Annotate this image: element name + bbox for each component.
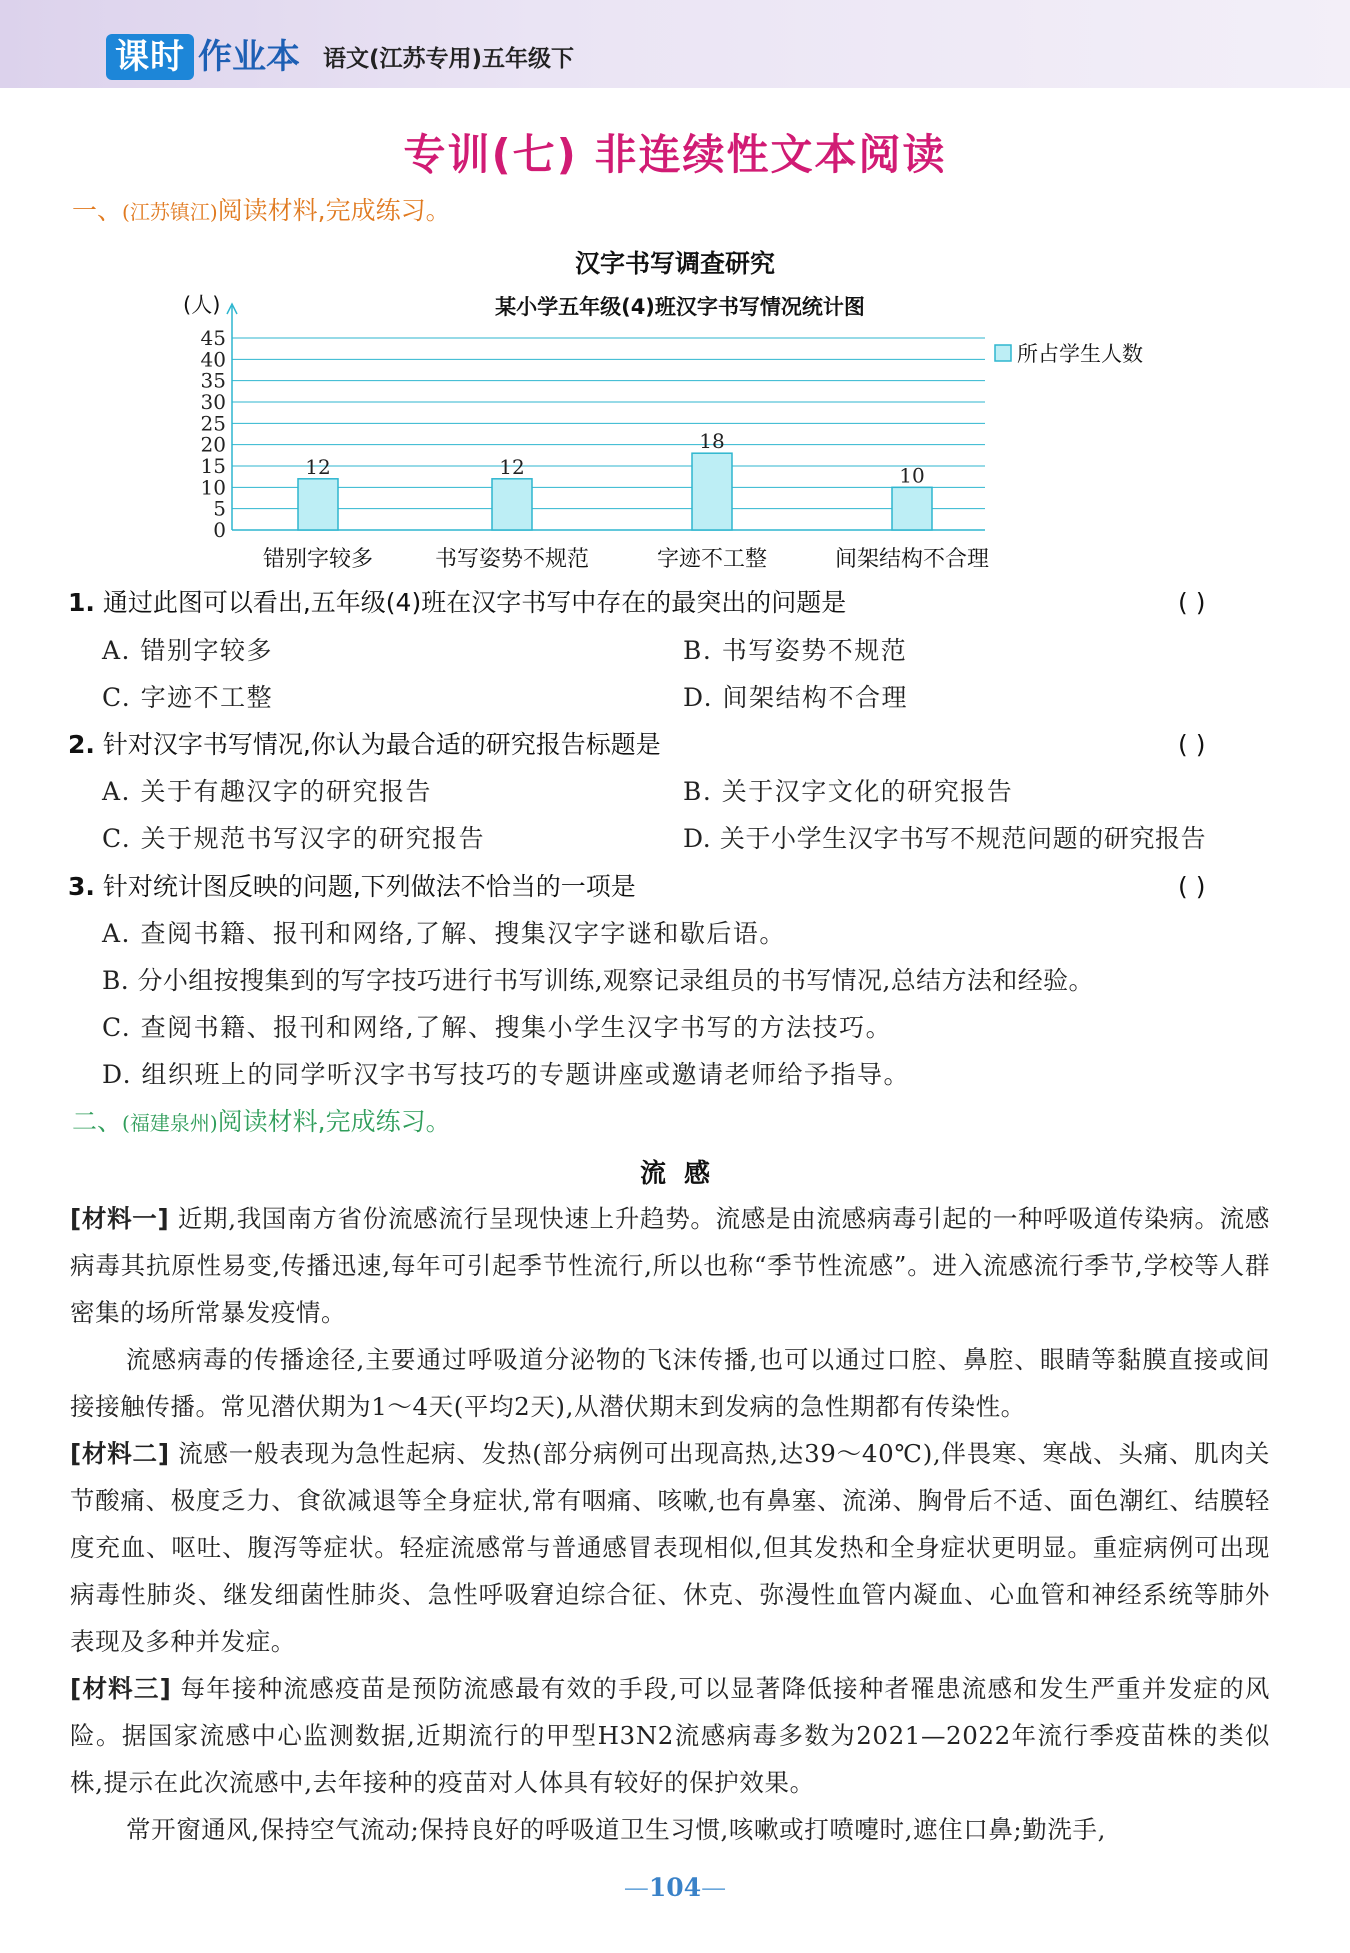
material-3-text: 每年接种流感疫苗是预防流感最有效的手段,可以显著降低接种者罹患流感和发生严重并发症的风险。据国家流感中心监测数据,近期流行的甲型H3N2流感病毒多数为2021—2022年流行季疫苗株的类似株,提示在此次流感中,去年接种的疫苗对人体具有较好的保护效果。 xyxy=(70,1674,1270,1797)
chart-y-tick-label: 40 xyxy=(200,347,226,372)
q3-option-b[interactable]: B. 分小组按搜集到的写字技巧进行书写训练,观察记录组员的书写情况,总结方法和经验。 xyxy=(102,966,1094,995)
question-3 xyxy=(68,870,636,904)
legend-swatch xyxy=(995,345,1011,361)
q2-option-c[interactable]: C. 关于规范书写汉字的研究报告 xyxy=(102,824,486,853)
chart-category-label: 字迹不工整 xyxy=(656,547,768,572)
chart-bar xyxy=(492,479,532,530)
question-2 xyxy=(68,728,661,762)
chart-bar xyxy=(692,453,732,530)
q3-option-a[interactable]: A. 查阅书籍、报刊和网络,了解、搜集汉字字谜和歇后语。 xyxy=(102,919,786,948)
chart-y-tick-label: 20 xyxy=(200,432,226,457)
chart-data-label: 12 xyxy=(305,454,331,479)
material-1-paragraph-2: 流感病毒的传播途径,主要通过呼吸道分泌物的飞沫传播,也可以通过口腔、鼻腔、眼睛等黏膜直接或间接接触传播。常见潜伏期为1～4天(平均2天),从潜伏期末到发病的急性期都有传染性。 xyxy=(70,1345,1270,1421)
chapter-title: 专训(七) 非连续性文本阅读 xyxy=(403,130,947,179)
question-2-text: 针对汉字书写情况,你认为最合适的研究报告标题是 xyxy=(102,730,661,759)
question-1-number: 1. xyxy=(68,588,95,617)
question-1-text: 通过此图可以看出,五年级(4)班在汉字书写中存在的最突出的问题是 xyxy=(102,588,847,617)
q1-option-a[interactable]: A. 错别字较多 xyxy=(102,636,273,665)
book-title: 语文(江苏专用)五年级下 xyxy=(323,46,575,72)
bar-chart xyxy=(0,280,1350,580)
q2-option-b[interactable]: B. 关于汉字文化的研究报告 xyxy=(683,777,1014,806)
material-3-paragraph-2: 常开窗通风,保持空气流动;保持良好的呼吸道卫生习惯,咳嗽或打喷嚏时,遮住口鼻;勤洗手, xyxy=(126,1815,1106,1844)
material-2-tag: [材料二] xyxy=(70,1439,170,1468)
chart-y-tick-label: 30 xyxy=(200,390,226,414)
chart-gridlines xyxy=(227,304,985,530)
chart-y-tick-label: 15 xyxy=(200,454,226,478)
section-1-heading xyxy=(72,194,451,229)
legend-label: 所占学生人数 xyxy=(1017,342,1143,366)
q1-option-c[interactable]: C. 字迹不工整 xyxy=(102,683,274,712)
chart-y-unit: (人) xyxy=(183,293,221,317)
q1-option-d[interactable]: D. 间架结构不合理 xyxy=(683,683,909,712)
chart-data-label: 10 xyxy=(899,463,925,488)
section-1-label: 阅读材料,完成练习。 xyxy=(217,196,451,225)
series-logo: 课时 xyxy=(106,34,194,80)
chart-y-tick-label: 10 xyxy=(200,475,226,500)
answer-blank-3[interactable]: ( ) xyxy=(1178,872,1206,901)
chart-data-label: 18 xyxy=(699,429,725,454)
chart-bar xyxy=(298,479,338,530)
chart-x-labels xyxy=(263,547,989,572)
chart-category-label: 错别字较多 xyxy=(262,547,374,572)
material-1-tag: [材料一] xyxy=(70,1204,170,1233)
chart-y-tick-label: 5 xyxy=(213,496,226,521)
chart-legend xyxy=(995,342,1143,366)
chart-heading: 汉字书写调查研究 xyxy=(574,249,775,278)
chart-y-tick-label: 0 xyxy=(213,518,226,542)
q3-option-d[interactable]: D. 组织班上的同学听汉字书写技巧的专题讲座或邀请老师给予指导。 xyxy=(102,1060,911,1089)
q2-option-d[interactable]: D. 关于小学生汉字书写不规范问题的研究报告 xyxy=(683,824,1207,853)
material-2-paragraph xyxy=(70,1430,1270,1665)
material-3-paragraph-1 xyxy=(70,1665,1270,1806)
section-2-heading xyxy=(72,1105,451,1140)
section-1-source: (江苏镇江) xyxy=(122,200,218,224)
chart-category-label: 书写姿势不规范 xyxy=(434,547,590,572)
answer-blank-1[interactable]: ( ) xyxy=(1178,588,1206,617)
page-number: —104— xyxy=(623,1873,727,1902)
answer-blank-2[interactable]: ( ) xyxy=(1178,730,1206,759)
material-1-paragraph-1 xyxy=(70,1195,1270,1336)
chart-data-label: 12 xyxy=(499,454,525,479)
question-3-text: 针对统计图反映的问题,下列做法不恰当的一项是 xyxy=(102,872,636,901)
section-2-source: (福建泉州) xyxy=(122,1111,218,1135)
q1-option-b[interactable]: B. 书写姿势不规范 xyxy=(683,636,908,665)
chart-y-tick-label: 25 xyxy=(200,411,226,436)
chart-y-tick-label: 35 xyxy=(200,368,226,393)
series-name: 作业本 xyxy=(198,37,300,77)
section-2-number: 二、 xyxy=(72,1107,123,1136)
chart-bar xyxy=(892,487,932,530)
question-2-number: 2. xyxy=(68,730,95,759)
question-1 xyxy=(68,586,846,620)
chart-category-label: 间架结构不合理 xyxy=(834,547,990,572)
chart-y-tick-label: 45 xyxy=(200,326,226,350)
question-3-number: 3. xyxy=(68,872,95,901)
chart-title: 某小学五年级(4)班汉字书写情况统计图 xyxy=(495,295,865,319)
material-1-text: 近期,我国南方省份流感流行呈现快速上升趋势。流感是由流感病毒引起的一种呼吸道传染病。流感病毒其抗原性易变,传播迅速,每年可引起季节性流行,所以也称“季节性流感”。进入流感流行季节,学校等人群密集的场所常暴发疫情。 xyxy=(70,1204,1270,1327)
material-3-tag: [材料三] xyxy=(70,1674,172,1703)
page-number-value: 104 xyxy=(648,1873,702,1902)
section-2-label: 阅读材料,完成练习。 xyxy=(217,1107,451,1136)
q2-option-a[interactable]: A. 关于有趣汉字的研究报告 xyxy=(102,777,432,806)
material-2-text: 流感一般表现为急性起病、发热(部分病例可出现高热,达39～40℃),伴畏寒、寒战、头痛、肌肉关节酸痛、极度乏力、食欲减退等全身症状,常有咽痛、咳嗽,也有鼻塞、流涕、胸骨后不适、面色潮红、结膜轻度充血、呕吐、腹泻等症状。轻症流感常与普通感冒表现相似,但其发热和全身症状更明显。重症病例可出现病毒性肺炎、继发细菌性肺炎、急性呼吸窘迫综合征、休克、弥漫性血管内凝血、心血管和神经系统等肺外表现及多种并发症。 xyxy=(70,1439,1270,1656)
chart-y-ticks xyxy=(201,326,226,542)
article-title: 流 感 xyxy=(639,1159,711,1189)
section-1-number: 一、 xyxy=(72,196,123,225)
q3-option-c[interactable]: C. 查阅书籍、报刊和网络,了解、搜集小学生汉字书写的方法技巧。 xyxy=(102,1013,893,1042)
